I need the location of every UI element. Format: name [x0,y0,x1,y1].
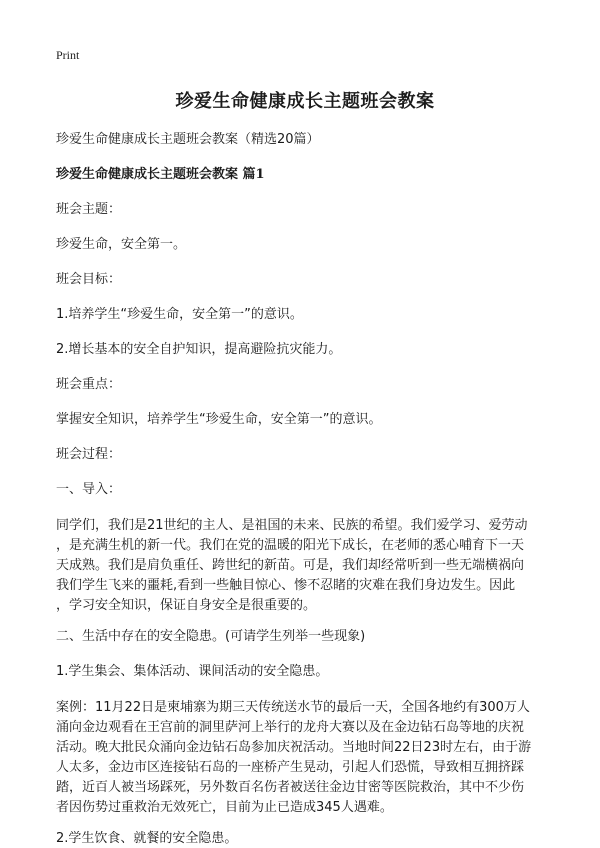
print-link[interactable]: Print [56,48,80,62]
hazard-label: 二、生活中存在的安全隐患。(可请学生列举一些现象) [56,629,366,644]
intro-line: 我们学生飞来的噩耗,看到一些触目惊心、惨不忍睹的灾难在我们身边发生。因此 [56,578,516,593]
focus-label: 班会重点： [56,377,122,392]
intro-line: ，学习安全知识，保证自身安全是很重要的。 [56,598,317,613]
intro-line: 同学们，我们是21世纪的主人、是祖国的未来、民族的希望。我们爱学习、爱劳动 [56,518,528,533]
hazard-item-2: 2.学生饮食、就餐的安全隐患。 [56,831,238,846]
intro-line: 天成熟。我们是肩负重任、跨世纪的新苗。可是，我们却经常听到一些无端横祸向 [56,558,525,573]
case-line: 人太多，金边市区连接钻石岛的一座桥产生晃动，引起人们恐慌，导致相互拥挤踩 [56,760,525,775]
document-subtitle: 珍爱生命健康成长主题班会教案（精选20篇） [56,132,320,147]
case-line: 者因伤势过重救治无效死亡，目前为止已造成345人遇难。 [56,800,393,815]
page-title: 珍爱生命健康成长主题班会教案 [175,91,435,112]
section-heading: 珍爱生命健康成长主题班会教案 篇1 [56,167,265,182]
case-line: 案例：11月22日是柬埔寨为期三天传统送水节的最后一天，全国各地约有300万人 [56,700,530,715]
focus-text: 掌握安全知识，培养学生“珍爱生命，安全第一”的意识。 [56,412,382,427]
theme-label: 班会主题： [56,202,122,217]
process-label: 班会过程： [56,447,122,462]
case-line: 踏，近百人被当场踩死，另外数百名伤者被送往金边甘密等医院救治，其中不少伤 [56,780,525,795]
hazard-item-1: 1.学生集会、集体活动、课间活动的安全隐患。 [56,664,329,679]
theme-text: 珍爱生命，安全第一。 [56,237,187,252]
case-line: 活动。晚大批民众涌向金边钻石岛参加庆祝活动。当地时间22日23时左右，由于游 [56,740,532,755]
goal-label: 班会目标： [56,272,122,287]
intro-label: 一、导入： [56,482,122,497]
intro-paragraph [56,516,554,616]
intro-line: ，是充满生机的新一代。我们在党的温暖的阳光下成长，在老师的悉心哺育下一天 [56,538,525,553]
case-line: 涌向金边观看在王宫前的洞里萨河上举行的龙舟大赛以及在金边钻石岛等地的庆祝 [56,720,525,735]
goal-item-2: 2.增长基本的安全自护知识，提高避险抗灾能力。 [56,342,342,357]
goal-item-1: 1.培养学生“珍爱生命，安全第一”的意识。 [56,307,303,322]
case-paragraph [56,698,554,818]
